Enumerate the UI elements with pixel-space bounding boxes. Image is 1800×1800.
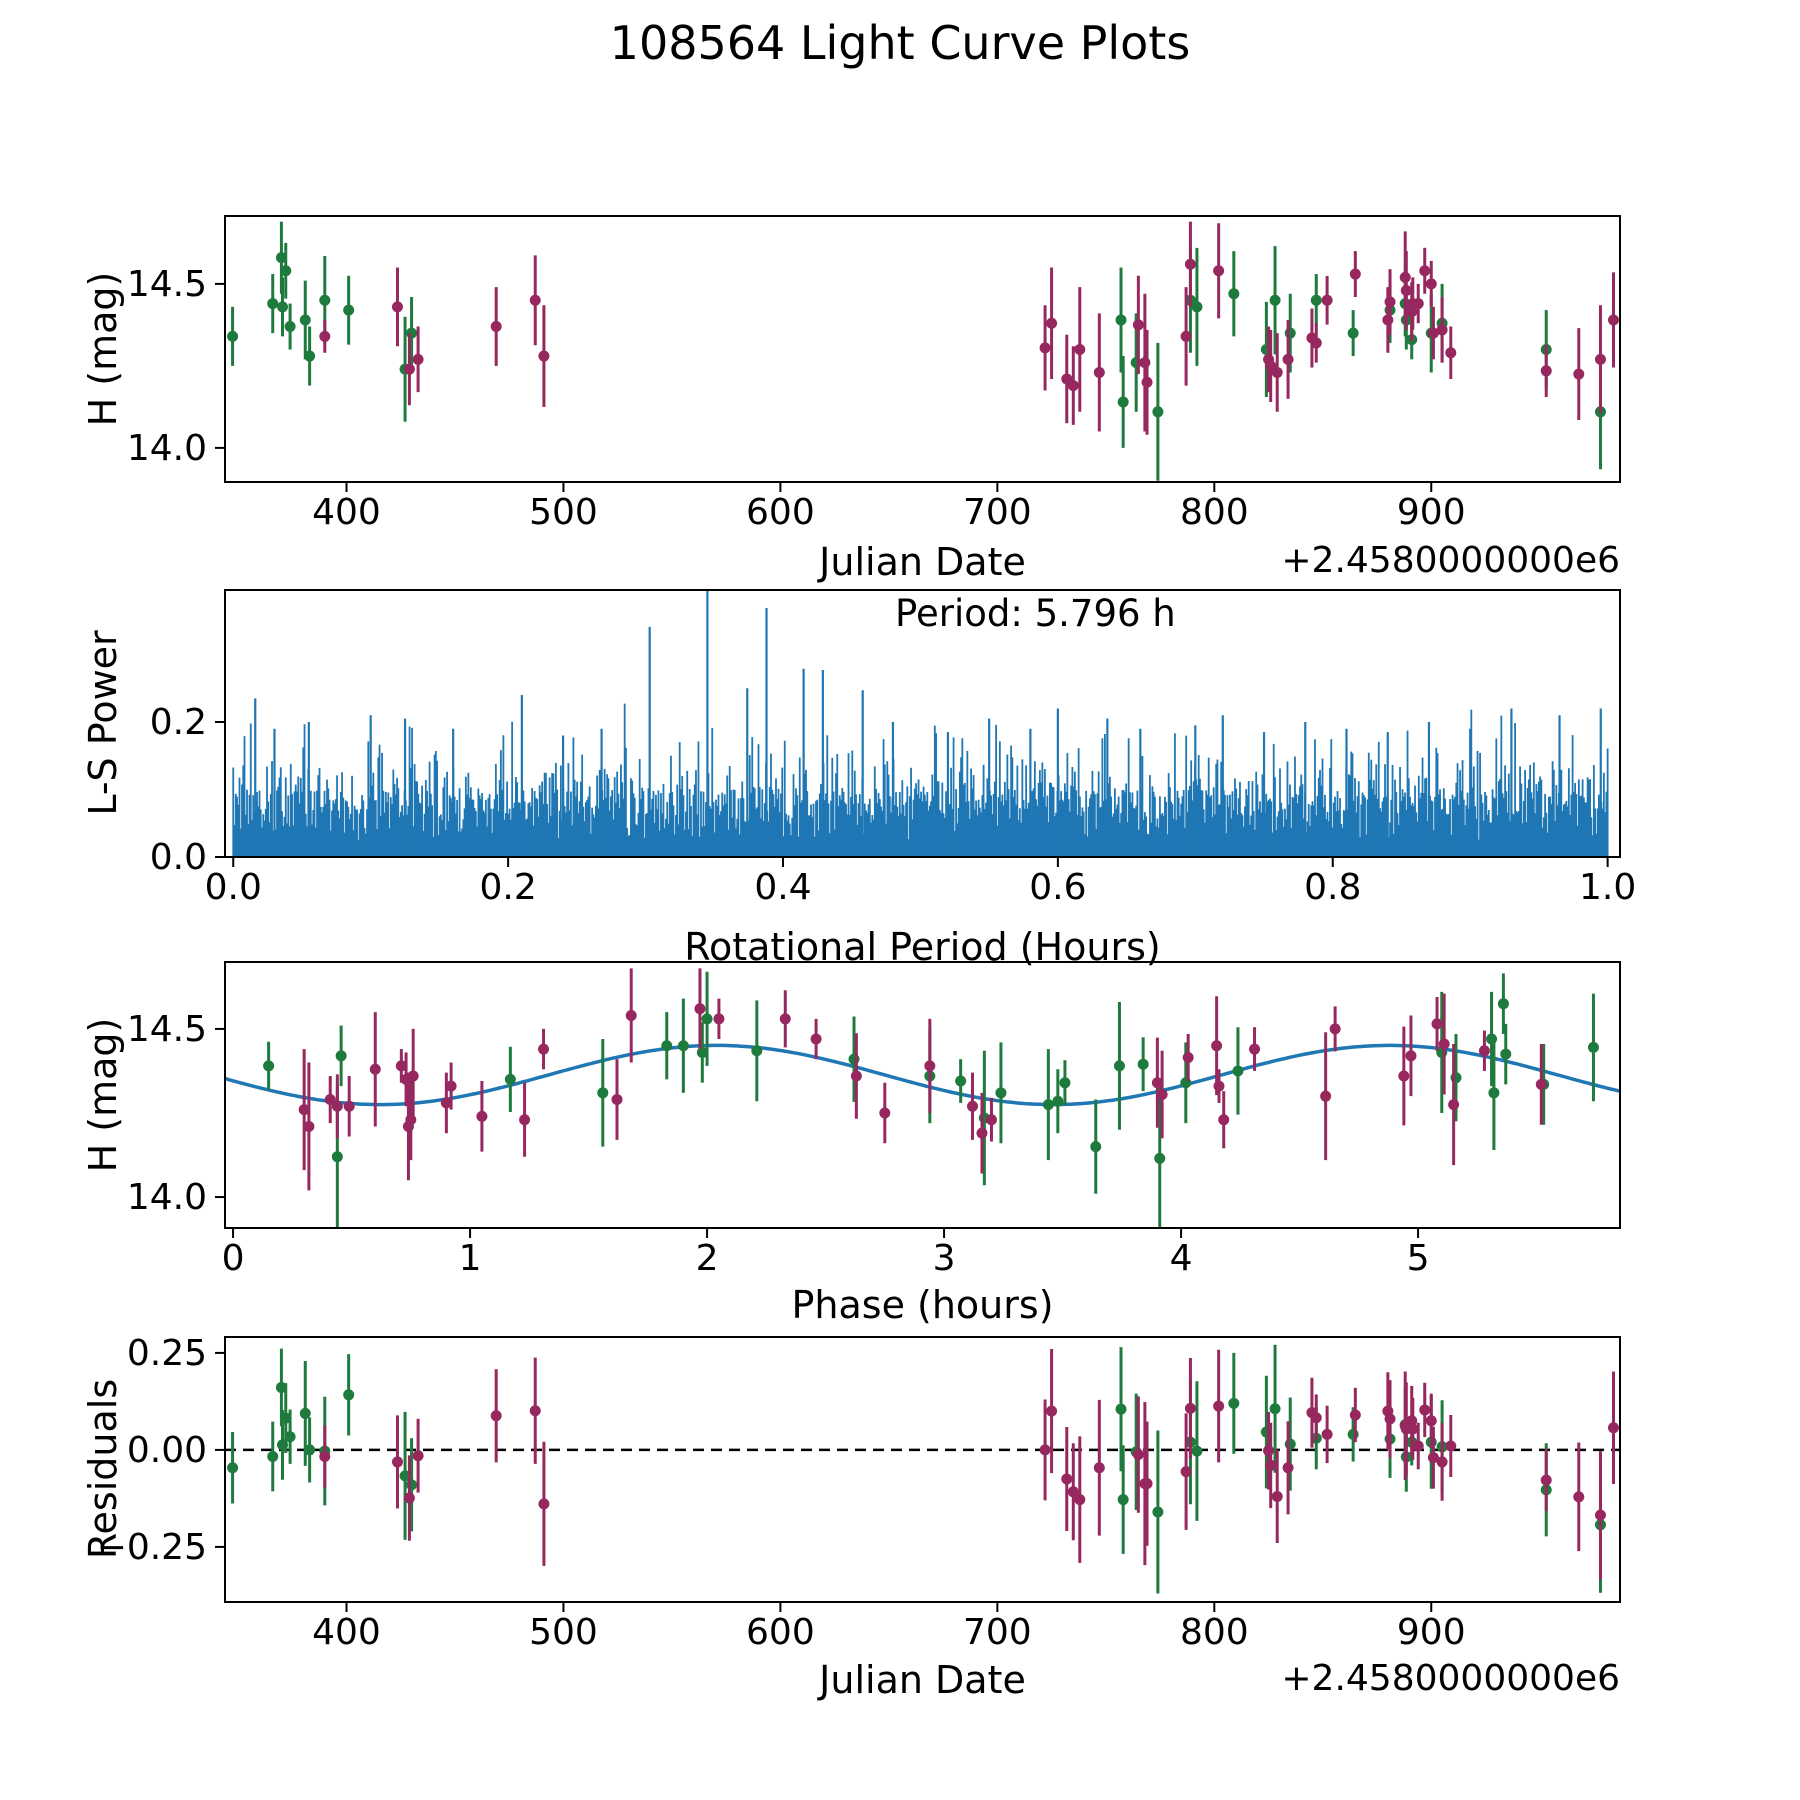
green-point <box>1348 1429 1359 1440</box>
green-point <box>285 1431 296 1442</box>
purple-point <box>1479 1045 1490 1056</box>
x-tick-label: 2 <box>695 1238 719 1279</box>
green-point <box>1270 295 1281 306</box>
panel2-xlabel: Rotational Period (Hours) <box>684 925 1161 969</box>
y-tick-label: 14.0 <box>126 1177 207 1219</box>
green-point <box>1090 1141 1101 1152</box>
green-point <box>332 1151 343 1162</box>
green-point <box>1500 1049 1511 1060</box>
y-tick-label: 0.25 <box>126 1332 207 1374</box>
purple-point <box>1413 1441 1424 1452</box>
purple-point <box>413 354 424 365</box>
purple-point <box>519 1114 530 1125</box>
purple-point <box>1322 295 1333 306</box>
purple-point <box>392 1456 403 1467</box>
green-point <box>1043 1099 1054 1110</box>
purple-point <box>1040 1444 1051 1455</box>
x-tick-label: 400 <box>312 1612 381 1653</box>
purple-point <box>1320 1091 1331 1102</box>
green-point <box>1138 1059 1149 1070</box>
green-point <box>1285 328 1296 339</box>
green-point <box>702 1013 713 1024</box>
purple-point <box>1213 1081 1224 1092</box>
purple-point <box>1211 1040 1222 1051</box>
green-point <box>319 295 330 306</box>
purple-point <box>967 1101 978 1112</box>
purple-point <box>319 1451 330 1462</box>
green-point <box>267 1451 278 1462</box>
green-point <box>227 1462 238 1473</box>
x-tick-label: 900 <box>1396 492 1466 533</box>
x-tick-label: 3 <box>932 1238 956 1279</box>
purple-point <box>1094 1462 1105 1473</box>
purple-point <box>491 321 502 332</box>
purple-point <box>1157 1089 1168 1100</box>
purple-point <box>1311 1412 1322 1423</box>
green-point <box>661 1040 672 1051</box>
purple-point <box>1413 298 1424 309</box>
x-tick-label: 0 <box>221 1238 245 1279</box>
green-point <box>1118 396 1129 407</box>
x-tick-label: 5 <box>1406 1238 1430 1279</box>
purple-point <box>1426 278 1437 289</box>
x-tick-label: 500 <box>529 1612 598 1653</box>
x-tick-label: 0.6 <box>1029 867 1087 908</box>
purple-point <box>1382 314 1393 325</box>
x-tick-label: 700 <box>962 492 1032 533</box>
green-point <box>263 1060 274 1071</box>
panel2-ylabel: L-S Power <box>81 630 125 816</box>
x-tick-label: 0.0 <box>204 867 262 908</box>
purple-point <box>538 1044 549 1055</box>
green-point <box>304 1444 315 1455</box>
green-point <box>955 1076 966 1087</box>
purple-point <box>408 1071 419 1082</box>
green-point <box>1116 1404 1127 1415</box>
y-tick-label: 0.0 <box>149 837 207 878</box>
green-point <box>995 1087 1006 1098</box>
purple-point <box>332 1101 343 1112</box>
x-tick-label: 900 <box>1396 1612 1466 1653</box>
purple-point <box>1437 324 1448 335</box>
purple-point <box>1139 357 1150 368</box>
green-point <box>1154 1153 1165 1164</box>
purple-point <box>1185 1403 1196 1414</box>
purple-point <box>1046 318 1057 329</box>
purple-point <box>1432 1018 1443 1029</box>
figure-title: 108564 Light Curve Plots <box>609 16 1191 70</box>
green-point <box>300 314 311 325</box>
green-point <box>285 321 296 332</box>
purple-point <box>392 301 403 312</box>
green-point <box>1191 1446 1202 1457</box>
purple-point <box>1249 1044 1260 1055</box>
purple-point <box>1573 1491 1584 1502</box>
purple-point <box>713 1013 724 1024</box>
purple-point <box>1185 259 1196 270</box>
green-point <box>597 1087 608 1098</box>
purple-point <box>1311 337 1322 348</box>
x-tick-label: 0.2 <box>479 867 537 908</box>
purple-point <box>1536 1079 1547 1090</box>
purple-point <box>924 1060 935 1071</box>
green-point <box>1116 314 1127 325</box>
purple-point <box>1040 342 1051 353</box>
x-tick-label: 1.0 <box>1578 867 1637 908</box>
purple-point <box>1142 377 1153 388</box>
purple-point <box>1181 1466 1192 1477</box>
green-point <box>1348 328 1359 339</box>
purple-point <box>1573 369 1584 380</box>
green-point <box>343 1389 354 1400</box>
purple-point <box>303 1121 314 1132</box>
purple-point <box>1445 1441 1456 1452</box>
green-point <box>1270 1403 1281 1414</box>
purple-point <box>1437 1456 1448 1467</box>
purple-point <box>1405 1050 1416 1061</box>
purple-point <box>1541 365 1552 376</box>
purple-point <box>986 1114 997 1125</box>
y-tick-label: 14.5 <box>126 1008 207 1050</box>
purple-point <box>1213 265 1224 276</box>
purple-point <box>1213 1401 1224 1412</box>
purple-point <box>1094 367 1105 378</box>
purple-point <box>491 1410 502 1421</box>
purple-point <box>1330 1023 1341 1034</box>
purple-point <box>319 331 330 342</box>
panel4-xlabel: Julian Date <box>819 1658 1026 1702</box>
purple-point <box>879 1107 890 1118</box>
purple-point <box>780 1013 791 1024</box>
purple-point <box>413 1450 424 1461</box>
purple-point <box>530 1405 541 1416</box>
purple-point <box>446 1081 457 1092</box>
purple-point <box>1218 1114 1229 1125</box>
panel1-ylabel: H (mag) <box>81 271 125 427</box>
purple-point <box>1181 331 1192 342</box>
green-point <box>1152 1506 1163 1517</box>
green-point <box>1498 998 1509 1009</box>
purple-point <box>1439 1039 1450 1050</box>
purple-point <box>1322 1429 1333 1440</box>
purple-point <box>404 364 415 375</box>
purple-point <box>1595 1510 1606 1521</box>
green-point <box>1052 1096 1063 1107</box>
panel3-xlabel: Phase (hours) <box>791 1283 1054 1327</box>
x-tick-label: 4 <box>1169 1238 1193 1279</box>
purple-point <box>538 351 549 362</box>
green-point <box>1118 1494 1129 1505</box>
y-tick-label: 0.2 <box>149 702 207 744</box>
purple-point <box>530 295 541 306</box>
purple-point <box>1068 380 1079 391</box>
x-tick-label: 500 <box>529 492 598 533</box>
green-point <box>1488 1087 1499 1098</box>
purple-point <box>1265 1460 1276 1471</box>
purple-point <box>1133 1449 1144 1460</box>
green-point <box>1588 1042 1599 1053</box>
purple-point <box>404 1493 415 1504</box>
purple-point <box>476 1111 487 1122</box>
y-tick-label: 14.0 <box>126 427 207 469</box>
purple-point <box>370 1064 381 1075</box>
purple-point <box>1350 1409 1361 1420</box>
x-tick-label: 700 <box>962 1612 1032 1653</box>
purple-point <box>1283 354 1294 365</box>
green-point <box>1191 301 1202 312</box>
green-point <box>1114 1060 1125 1071</box>
x-tick-label: 600 <box>746 492 815 533</box>
green-point <box>505 1074 516 1085</box>
purple-point <box>1385 296 1396 307</box>
purple-point <box>1385 1413 1396 1424</box>
purple-point <box>1595 354 1606 365</box>
green-point <box>406 1479 417 1490</box>
y-tick-label: 0.00 <box>126 1429 207 1471</box>
purple-point <box>538 1498 549 1509</box>
purple-point <box>1283 1462 1294 1473</box>
x-tick-label: 800 <box>1179 1612 1249 1653</box>
purple-point <box>1142 1478 1153 1489</box>
axes-frame <box>225 1337 1620 1602</box>
green-point <box>1152 406 1163 417</box>
green-point <box>751 1045 762 1056</box>
purple-point <box>1350 269 1361 280</box>
x-tick-label: 800 <box>1179 492 1249 533</box>
purple-point <box>1448 1099 1459 1110</box>
purple-point <box>1608 314 1619 325</box>
green-point <box>406 328 417 339</box>
purple-point <box>626 1010 637 1021</box>
purple-point <box>1046 1406 1057 1417</box>
purple-point <box>1074 344 1085 355</box>
y-tick-label: 14.5 <box>126 263 207 305</box>
panel1-axis-offset: +2.4580000000e6 <box>1281 540 1620 581</box>
purple-point <box>1263 1445 1274 1456</box>
panel4-axis-offset: +2.4580000000e6 <box>1281 1658 1620 1699</box>
x-tick-label: 400 <box>312 492 381 533</box>
x-tick-label: 0.8 <box>1304 867 1362 908</box>
panel4-ylabel: Residuals <box>81 1378 125 1560</box>
period-annotation: Period: 5.796 h <box>895 592 1176 635</box>
green-point <box>1285 1439 1296 1450</box>
green-point <box>678 1040 689 1051</box>
purple-point <box>612 1094 623 1105</box>
green-point <box>280 265 291 276</box>
purple-point <box>694 1003 705 1014</box>
green-point <box>1228 288 1239 299</box>
green-point <box>267 298 278 309</box>
purple-point <box>1133 319 1144 330</box>
purple-point <box>1445 347 1456 358</box>
purple-point <box>1541 1475 1552 1486</box>
purple-point <box>1419 265 1430 276</box>
green-point <box>1311 295 1322 306</box>
y-tick-label: −0.25 <box>96 1526 207 1568</box>
purple-point <box>1183 1052 1194 1063</box>
purple-point <box>1061 1474 1072 1485</box>
purple-point <box>1419 1404 1430 1415</box>
purple-point <box>344 1101 355 1112</box>
purple-point <box>1426 1415 1437 1426</box>
purple-point <box>1608 1422 1619 1433</box>
purple-point <box>976 1128 987 1139</box>
green-point <box>1232 1065 1243 1076</box>
purple-point <box>851 1071 862 1082</box>
purple-point <box>1398 1071 1409 1082</box>
x-tick-label: 1 <box>458 1238 482 1279</box>
x-tick-label: 0.4 <box>754 867 812 908</box>
purple-point <box>1272 1491 1283 1502</box>
purple-point <box>1401 285 1412 296</box>
panel1-xlabel: Julian Date <box>819 540 1026 584</box>
purple-point <box>811 1034 822 1045</box>
purple-point <box>1407 1423 1418 1434</box>
purple-point <box>1272 367 1283 378</box>
green-point <box>1059 1077 1070 1088</box>
green-point <box>304 351 315 362</box>
x-tick-label: 600 <box>746 1612 815 1653</box>
green-point <box>227 331 238 342</box>
green-point <box>1228 1398 1239 1409</box>
panel3-ylabel: H (mag) <box>81 1017 125 1173</box>
purple-point <box>1074 1494 1085 1505</box>
green-point <box>277 301 288 312</box>
green-point <box>343 305 354 316</box>
green-point <box>300 1408 311 1419</box>
green-point <box>336 1050 347 1061</box>
